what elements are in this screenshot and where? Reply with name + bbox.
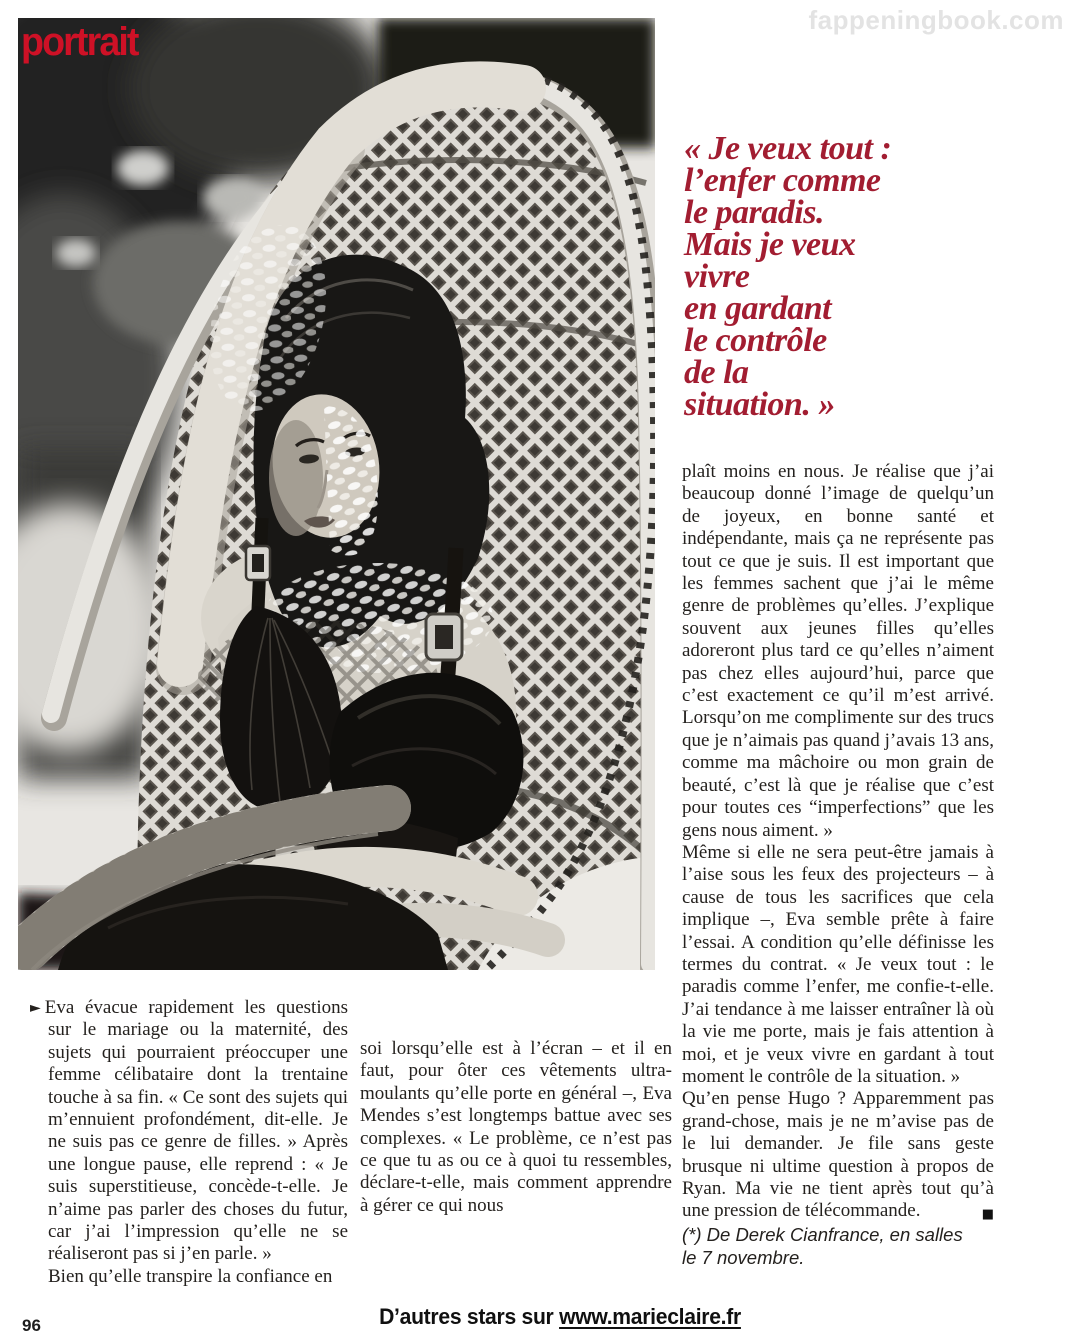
pull-quote-line: l’enfer comme — [684, 162, 881, 199]
article-column-left — [30, 997, 348, 1288]
paragraph-marker-icon: ► — [30, 1000, 41, 1016]
pull-quote-line: situation. » — [684, 386, 835, 423]
paragraph — [682, 1088, 994, 1222]
section-label: portrait — [21, 20, 138, 64]
paragraph: Même si elle ne sera peut-être jamais à l’aise sous les feux des projecteurs – à cause de tous les sacrifices que cela implique –, Eva semble prête à faire l’essai. A condition qu’elle définisse les termes du contrat. « Je veux tout : le paradis comme l’enfer, me confie-t-elle. J’ai tendance à me laisser entraîner là où la vie me porte, mais je fais attention à moi, et je veux vivre en gardant à tout moment le contrôle de la situation. » — [682, 841, 994, 1087]
paragraph: plaît moins en nous. Je réalise que j’ai beaucoup donné l’image de quelqu’un de joyeux, en bonne santé et indépendante, mais ça ne représente pas tout ce que je suis. Il est important que les femmes sachent que j’ai le même genre de problèmes qu’elles. J’explique souvent aux jeunes filles qu’elles adoreront plus tard ce qu’elles n’aiment pas chez elles aujourd’hui, parce que c’est exactement ce qu’il m’est arrivé. Lorsqu’on me complimente sur des trucs que je n’aimais pas quand j’avais 13 ans, comme ma mâchoire ou mon grain de beauté, c’est là que je réalise que c’est pour toutes ces “imperfections” que les gens nous aiment. » — [682, 461, 994, 841]
article-column-middle — [360, 1038, 672, 1217]
photo-illustration — [18, 18, 655, 970]
page-number: 96 — [22, 1316, 41, 1335]
article-column-right — [682, 461, 994, 1269]
marieclaire-link[interactable]: www.marieclaire.fr — [559, 1304, 741, 1329]
site-promo — [376, 1304, 745, 1330]
pull-quote-line: de la — [684, 354, 749, 391]
watermark: fappeningbook.com — [808, 5, 1064, 35]
end-mark: ■ — [981, 1206, 994, 1222]
pull-quote-line: en gardant — [684, 290, 832, 327]
paragraph — [30, 997, 348, 1266]
footnote: (*) De Derek Cianfrance, en salles le 7 novembre. — [682, 1223, 963, 1268]
pull-quote-line: « Je veux tout : — [684, 130, 892, 167]
pull-quote-line: vivre — [684, 258, 750, 295]
paragraph: soi lorsqu’elle est à l’écran – et il en faut, pour ôter ces vêtements ultra-moulants qu’elle porte en général –, Eva Mendes s’est longtemps battue avec ses complexes. « Le problème, ce n’est pas ce que tu as ou ce à quoi tu ressembles, déclare-t-elle, mais comment apprendre à gérer ce qui nous — [360, 1038, 672, 1216]
pull-quote — [684, 130, 1016, 423]
pull-quote-line: le paradis. — [684, 194, 824, 231]
paragraph-text: Qu’en pense Hugo ? Apparemment pas grand-chose, mais je ne m’avise pas de le lui demander. Je file sans geste brusque ni ultime question à propos de Ryan. Ma vie ne tient après tout qu’à une pression de télécommande. — [682, 1088, 994, 1222]
portrait-photo — [18, 18, 655, 970]
promo-text: D’autres stars sur — [379, 1304, 560, 1329]
paragraph: Bien qu’elle transpire la confiance en — [48, 1265, 333, 1287]
pull-quote-line: le contrôle — [684, 322, 827, 359]
paragraph-text: Eva évacue rapidement les questions sur le mariage ou la maternité, des sujets qui pourraient préoccuper une femme célibataire dont la trentaine touche à sa fin. « Ce sont des sujets qui m’ennuient profondément, dit-elle. Je ne suis pas ce genre de filles. » Après une longue pause, elle reprend : « Je suis superstitieuse, concède-t-elle. Je n’aime pas parler des choses du futur, car j’ai l’impression qu’elle ne se réaliseront pas si j’en parle. » — [44, 997, 348, 1265]
pull-quote-line: Mais je veux — [684, 226, 856, 263]
